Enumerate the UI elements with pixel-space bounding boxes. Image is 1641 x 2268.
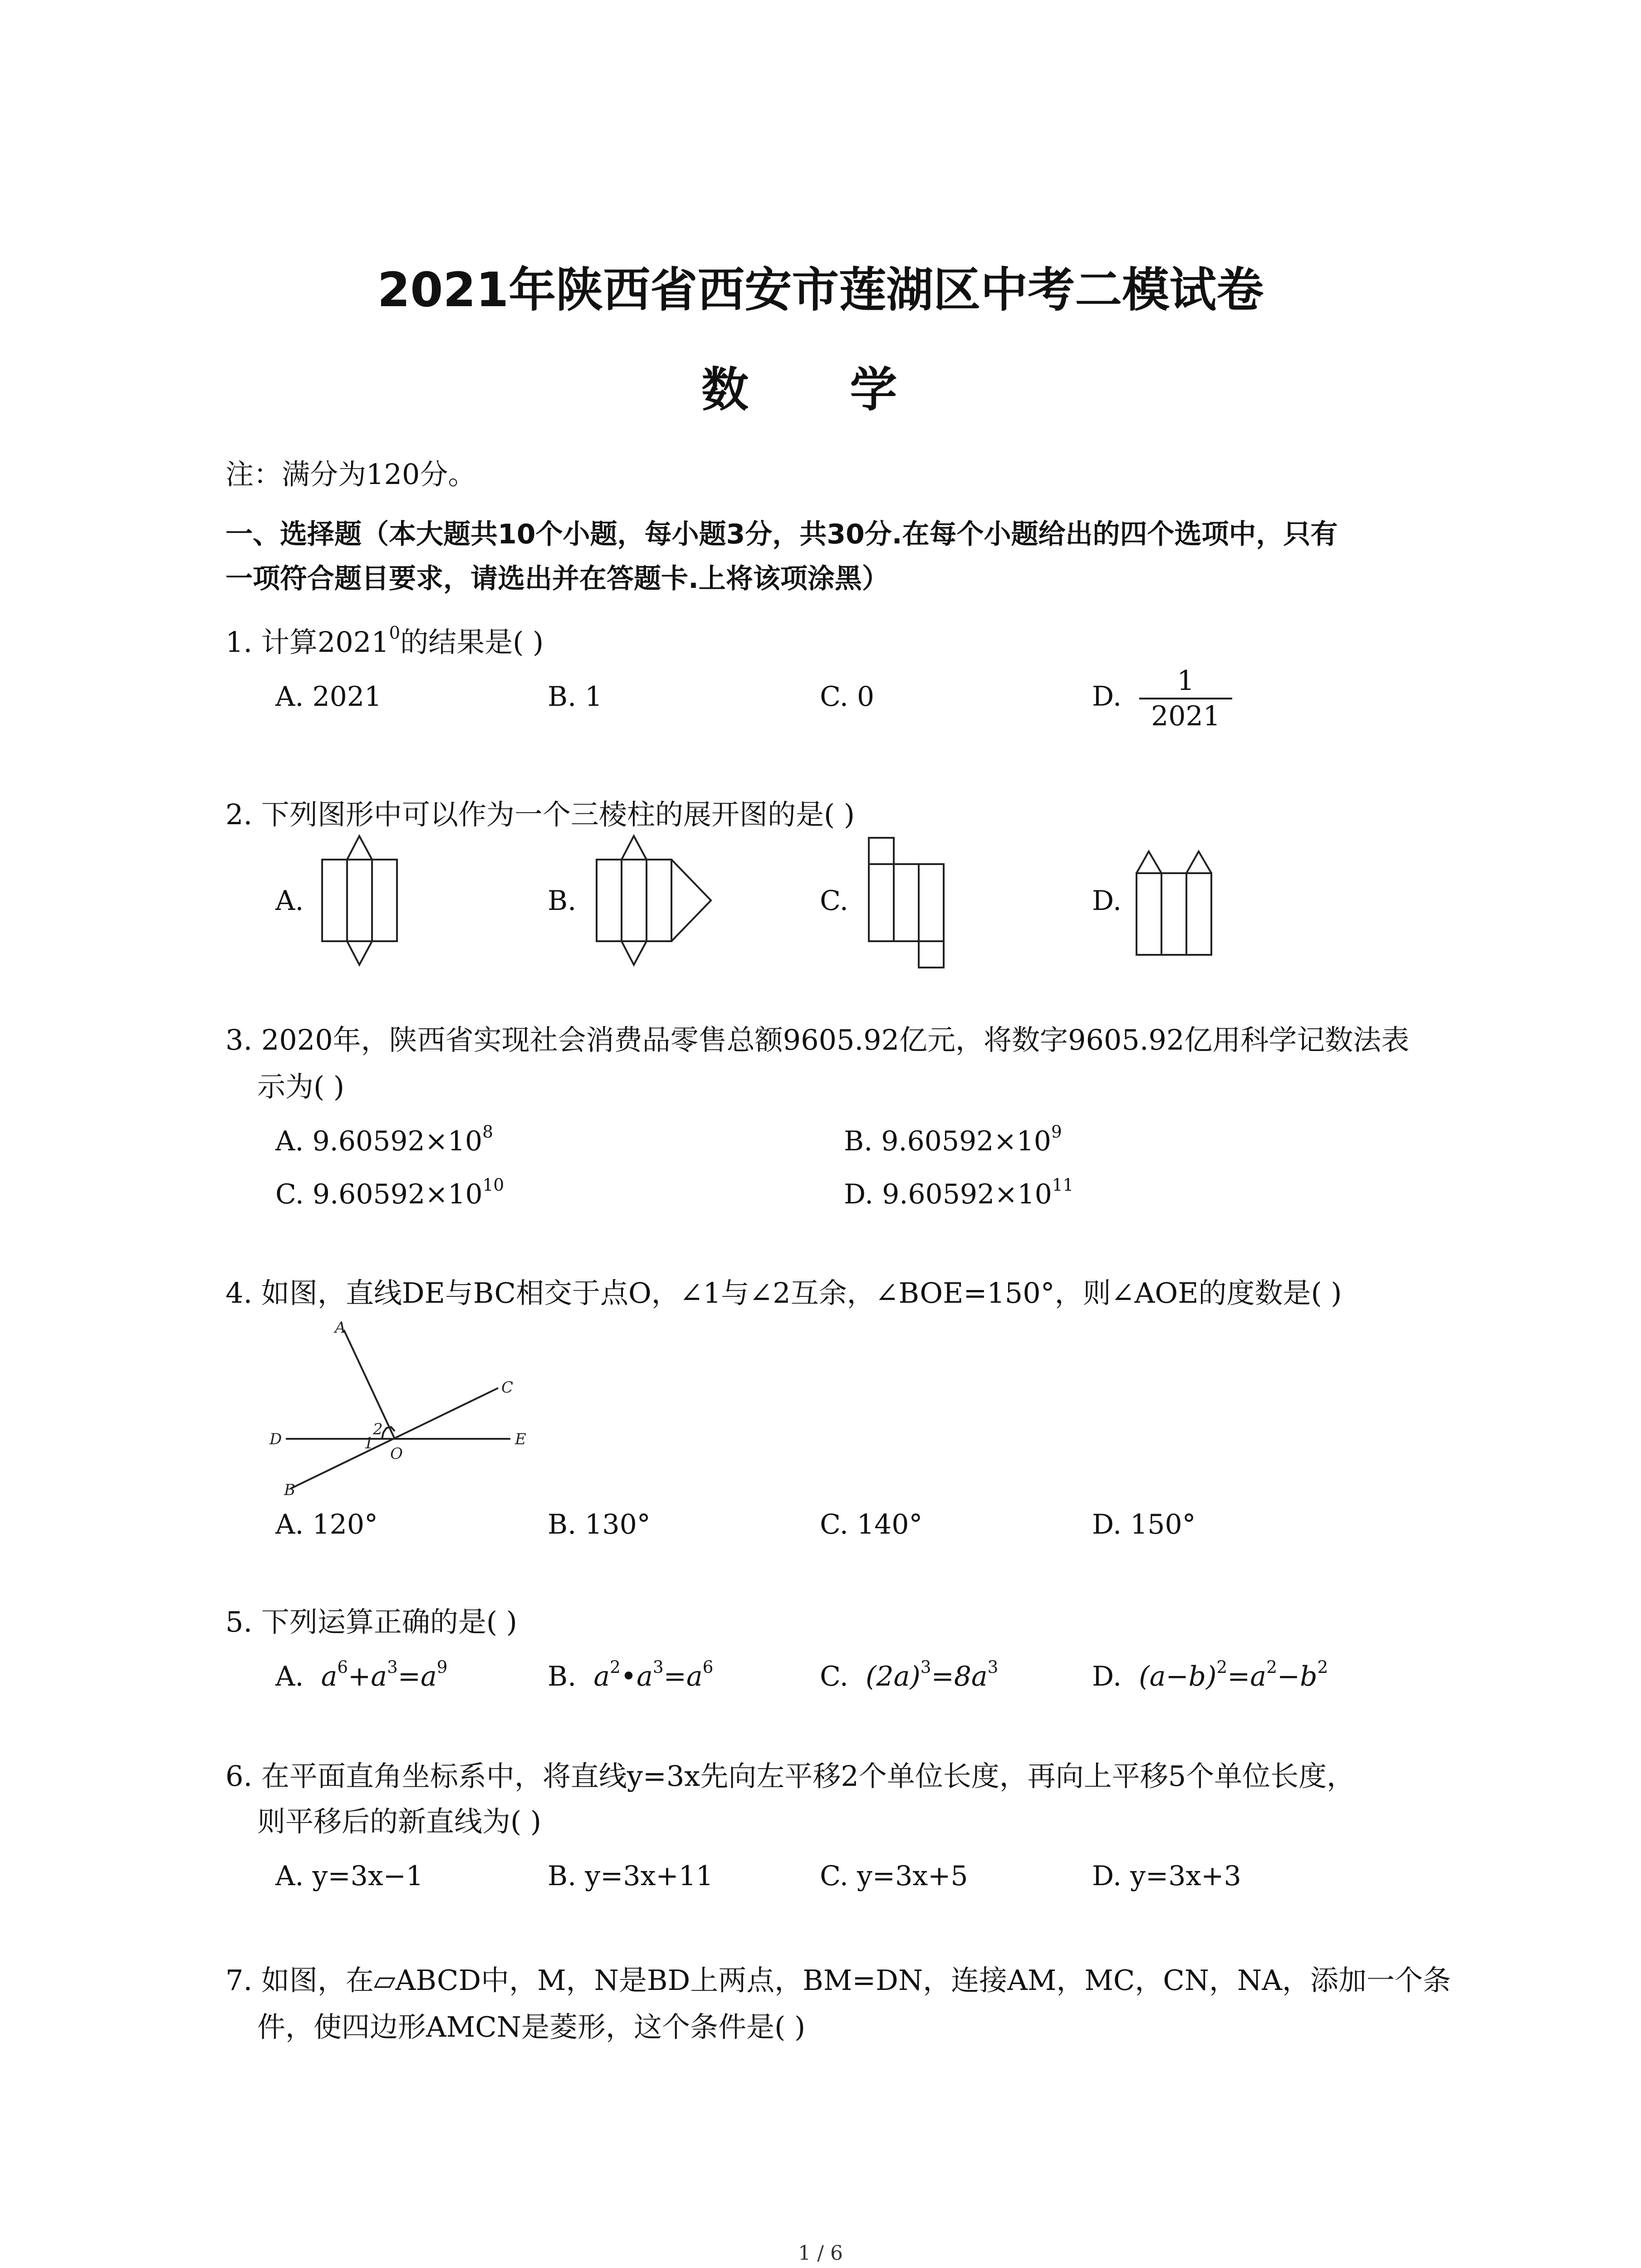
- angle-label-1: 1: [364, 1434, 374, 1452]
- q5-option-b[interactable]: B. $a^2•a^3=a^6$: [548, 1657, 714, 1692]
- q6-option-b[interactable]: B. y=3x+11: [548, 1860, 714, 1892]
- fraction: $\frac{1}{2021}$: [1139, 667, 1232, 730]
- q3-option-a[interactable]: A. $9.60592\times 10^8$: [275, 1122, 493, 1157]
- q1-option-d[interactable]: D. $\frac{1}{2021}$: [1092, 667, 1232, 730]
- section-heading-line2: 一项符合题目要求，请选出并在答题卡.上将该项涂黑）: [225, 563, 889, 595]
- point-label-c: C: [501, 1378, 514, 1397]
- page-title: 2021年陕西省西安市莲湖区中考二模试卷: [377, 262, 1264, 318]
- q5-option-a[interactable]: A. $a^6+a^3=a^9$: [275, 1657, 448, 1692]
- q1-option-c[interactable]: C. 0: [820, 681, 875, 713]
- q4-option-c[interactable]: C. 140°: [820, 1509, 923, 1540]
- q6-option-c[interactable]: C. y=3x+5: [820, 1860, 968, 1892]
- q6-option-a[interactable]: A. y=3x−1: [275, 1860, 424, 1892]
- subject-title: 数 学: [701, 362, 940, 417]
- net-figure-c: [864, 832, 955, 973]
- net-figure-d: [1132, 841, 1223, 964]
- question-6-stem-line1: 6. 在平面直角坐标系中，将直线y=3x先向左平移2个单位长度，再向上平移5个单位长度，: [225, 1760, 1355, 1793]
- point-label-a: A: [335, 1320, 346, 1337]
- point-label-e: E: [515, 1430, 526, 1448]
- point-label-d: D: [269, 1430, 282, 1448]
- q2-option-c[interactable]: C.: [820, 885, 848, 917]
- q2-option-d[interactable]: D.: [1092, 885, 1122, 917]
- question-3-stem-line1: 3. 2020年，陕西省实现社会消费品零售总额9605.92亿元，将数字9605.92亿用科学记数法表: [225, 1023, 1410, 1056]
- q1-option-a[interactable]: A. 2021: [275, 681, 382, 713]
- q4-option-a[interactable]: A. 120°: [275, 1509, 378, 1540]
- page-number: 1 / 6: [798, 2242, 843, 2265]
- q3-option-b[interactable]: B. $9.60592\times 10^9$: [844, 1122, 1062, 1157]
- q5-option-c[interactable]: C. $(2a)^3=8a^3$: [820, 1657, 999, 1692]
- q4-option-d[interactable]: D. 150°: [1092, 1509, 1196, 1540]
- section-heading-line1: 一、选择题（本大题共10个小题，每小题3分，共30分.在每个小题给出的四个选项中，只有: [225, 518, 1338, 550]
- score-note: 注：满分为120分。: [225, 458, 476, 491]
- question-7-stem-line1: 7. 如图，在▱ABCD中，M，N是BD上两点，BM=DN，连接AM，MC，CN，NA，添加一个条: [225, 1964, 1451, 1997]
- q5-option-d[interactable]: D. $(a-b)^2=a^2-b^2$: [1092, 1657, 1328, 1692]
- q3-option-d[interactable]: D. $9.60592\times 10^{11}$: [844, 1175, 1074, 1210]
- question-2-stem: 2. 下列图形中可以作为一个三棱柱的展开图的是( ): [225, 798, 855, 831]
- question-6-stem-line2: 则平移后的新直线为( ): [257, 1805, 542, 1838]
- net-figure-b: [592, 832, 728, 968]
- question-7-stem-line2: 件，使四边形AMCN是菱形，这个条件是( ): [257, 2010, 806, 2043]
- question-4-stem: 4. 如图，直线DE与BC相交于点O，∠1与∠2互余，∠BOE=150°，则∠AOE的度数是( ): [225, 1276, 1342, 1310]
- angle-label-2: 2: [373, 1420, 383, 1438]
- q6-option-d[interactable]: D. y=3x+3: [1092, 1860, 1241, 1892]
- question-5-stem: 5. 下列运算正确的是( ): [225, 1605, 517, 1638]
- net-figure-a: [318, 832, 408, 968]
- q2-option-a[interactable]: A.: [275, 885, 304, 917]
- point-label-b: B: [284, 1481, 295, 1499]
- question-3-stem-line2: 示为( ): [257, 1070, 345, 1103]
- question-1-stem: 1. 计算2021$^0$的结果是( ): [225, 623, 544, 659]
- q4-option-b[interactable]: B. 130°: [548, 1509, 651, 1540]
- point-label-o: O: [390, 1445, 403, 1463]
- q2-option-b[interactable]: B.: [548, 885, 577, 917]
- q3-option-c[interactable]: C. $9.60592\times 10^{10}$: [275, 1175, 504, 1210]
- q1-option-b[interactable]: B. 1: [548, 681, 603, 713]
- angle-figure: [263, 1320, 544, 1501]
